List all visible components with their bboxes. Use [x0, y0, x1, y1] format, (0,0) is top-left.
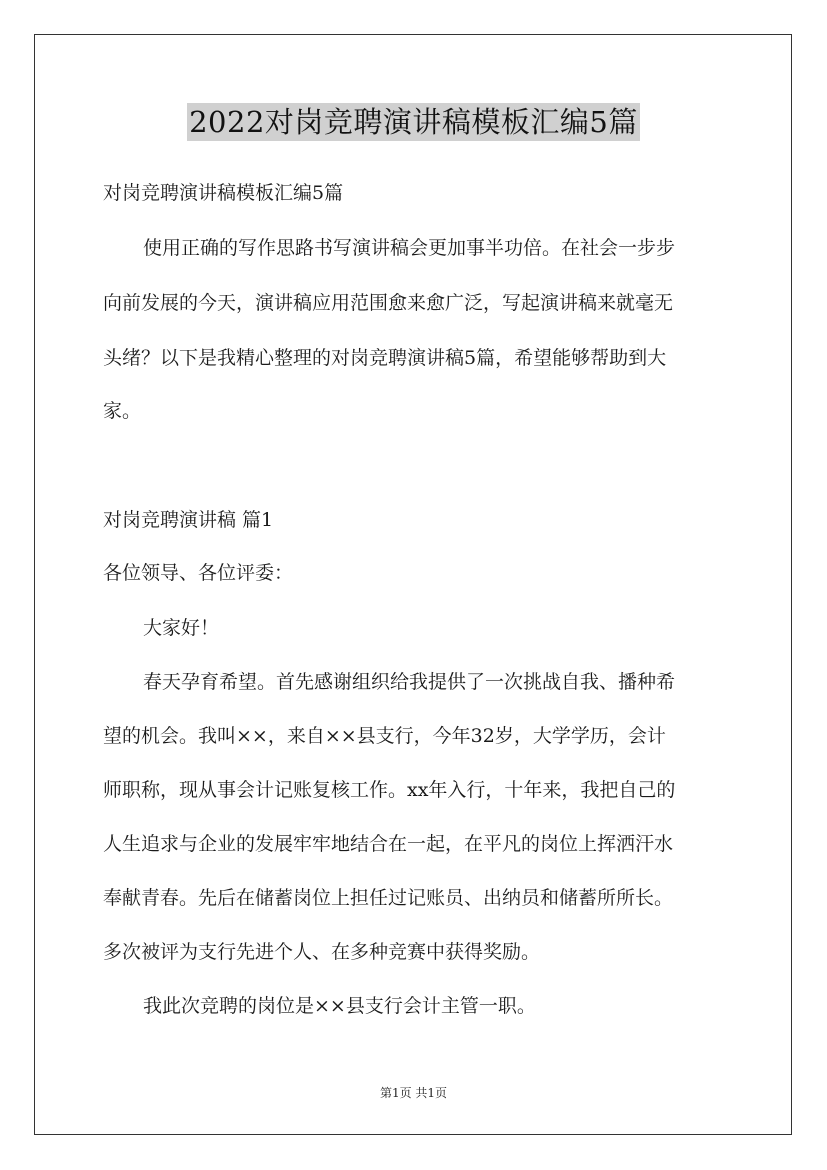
body-line: 奉献青春。先后在储蓄岗位上担任过记账员、出纳员和储蓄所所长。	[103, 887, 674, 909]
greeting: 大家好！	[143, 617, 220, 639]
body-line: 人生追求与企业的发展牢牢地结合在一起，在平凡的岗位上挥洒汗水	[103, 833, 674, 855]
page-footer: 第1页 共1页	[379, 1086, 448, 1100]
title-wrapper	[0, 103, 827, 141]
body-line: 春天孕育希望。首先感谢组织给我提供了一次挑战自我、播种希	[143, 671, 676, 693]
body-line: 师职称，现从事会计记账复核工作。xx年入行，十年来，我把自己的	[103, 779, 676, 801]
intro-line: 使用正确的写作思路书写演讲稿会更加事半功倍。在社会一步步	[143, 237, 676, 259]
document-subtitle: 对岗竞聘演讲稿模板汇编5篇	[103, 182, 344, 204]
intro-line: 家。	[103, 400, 142, 422]
document-title: 2022对岗竞聘演讲稿模板汇编5篇	[189, 105, 638, 139]
section-heading: 对岗竞聘演讲稿 篇1	[103, 509, 274, 531]
intro-line: 向前发展的今天，演讲稿应用范围愈来愈广泛，写起演讲稿来就毫无	[103, 292, 674, 314]
body-line: 多次被评为支行先进个人、在多种竞赛中获得奖励。	[103, 941, 541, 963]
intro-line: 头绪？以下是我精心整理的对岗竞聘演讲稿5篇，希望能够帮助到大	[103, 347, 667, 369]
salutation: 各位领导、各位评委：	[103, 562, 294, 584]
body-line: 望的机会。我叫××，来自××县支行，今年32岁，大学学历，会计	[103, 725, 666, 747]
closing-line: 我此次竞聘的岗位是××县支行会计主管一职。	[143, 995, 536, 1017]
